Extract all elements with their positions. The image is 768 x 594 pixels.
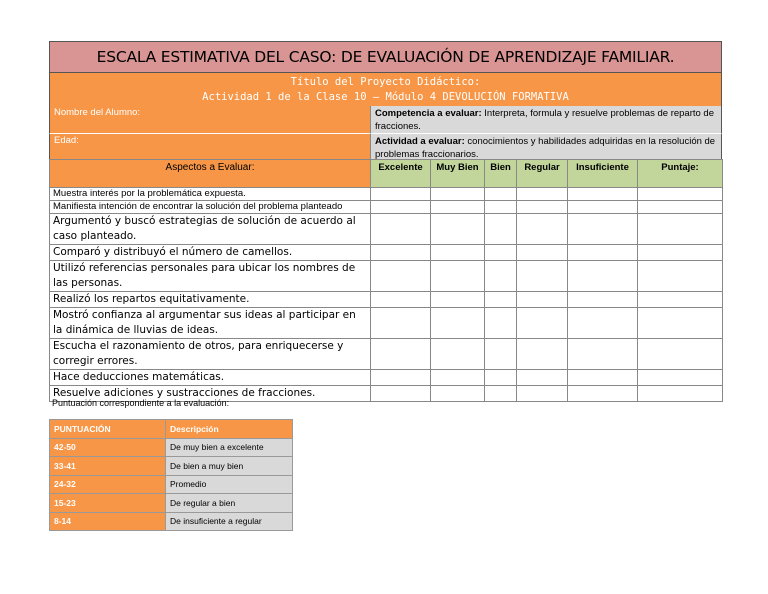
rating-cell[interactable] <box>485 339 517 370</box>
rating-cell[interactable] <box>431 261 485 292</box>
score-header-key: PUNTUACIÓN <box>50 420 166 439</box>
student-age-field <box>49 133 370 159</box>
table-row <box>50 201 723 214</box>
criterion-cell: Realizó los repartos equitativamente. <box>50 292 371 308</box>
table-row <box>50 188 723 201</box>
aspect-header: Aspectos a Evaluar: <box>50 160 371 188</box>
score-table <box>49 419 293 531</box>
rating-cell[interactable] <box>485 214 517 245</box>
rating-cell[interactable] <box>431 214 485 245</box>
rating-cell[interactable] <box>638 308 723 339</box>
rating-cell[interactable] <box>371 386 431 402</box>
header-muy-bien: Muy Bien <box>431 160 485 188</box>
score-header-value: Descripción <box>166 420 293 439</box>
score-range: 15-23 <box>50 494 166 513</box>
rating-cell[interactable] <box>431 245 485 261</box>
table-row <box>50 261 723 292</box>
criterion-cell: Manifiesta intención de encontrar la solución del problema planteado <box>50 201 371 214</box>
rating-cell[interactable] <box>517 292 568 308</box>
score-range: 42-50 <box>50 438 166 457</box>
rating-cell[interactable] <box>517 245 568 261</box>
rating-cell[interactable] <box>371 214 431 245</box>
rating-cell[interactable] <box>431 386 485 402</box>
competencia-cell <box>370 106 722 133</box>
criterion-cell: Utilizó referencias personales para ubicar los nombres de las personas. <box>50 261 371 292</box>
score-note: Puntuación correspondiente a la evaluación: <box>52 398 230 408</box>
student-name-label: Nombre del Alumno: <box>54 107 141 118</box>
rating-cell[interactable] <box>568 245 638 261</box>
rating-cell[interactable] <box>568 339 638 370</box>
rating-cell[interactable] <box>638 370 723 386</box>
page-title: ESCALA ESTIMATIVA DEL CASO: DE EVALUACIÓN DE APRENDIZAJE FAMILIAR. <box>49 41 722 73</box>
criterion-cell: Comparó y distribuyó el número de camellos. <box>50 245 371 261</box>
project-title-line: Título del Proyecto Didáctico: <box>290 76 481 88</box>
header-excelente: Excelente <box>371 160 431 188</box>
criterion-cell: Muestra interés por la problemática expuesta. <box>50 188 371 201</box>
rating-cell[interactable] <box>485 370 517 386</box>
rating-cell[interactable] <box>638 214 723 245</box>
rating-cell[interactable] <box>568 214 638 245</box>
table-row <box>50 214 723 245</box>
score-description: De muy bien a excelente <box>166 438 293 457</box>
rating-cell[interactable] <box>638 201 723 214</box>
criterion-cell: Hace deducciones matemáticas. <box>50 370 371 386</box>
rating-cell[interactable] <box>371 292 431 308</box>
rating-cell[interactable] <box>568 292 638 308</box>
rating-cell[interactable] <box>638 261 723 292</box>
table-header-row <box>50 160 723 188</box>
rating-cell[interactable] <box>485 386 517 402</box>
rating-cell[interactable] <box>431 292 485 308</box>
project-header <box>49 73 722 106</box>
score-range: 8-14 <box>50 512 166 531</box>
rating-cell[interactable] <box>371 188 431 201</box>
rating-cell[interactable] <box>485 261 517 292</box>
criterion-cell: Argumentó y buscó estrategias de solución de acuerdo al caso planteado. <box>50 214 371 245</box>
score-row <box>50 438 293 457</box>
rating-cell[interactable] <box>431 201 485 214</box>
rating-cell[interactable] <box>638 339 723 370</box>
actividad-label: Actividad a evaluar: <box>375 136 465 147</box>
score-description: Promedio <box>166 475 293 494</box>
rating-cell[interactable] <box>431 188 485 201</box>
actividad-text: conocimientos y habilidades adquiridas en la resolución de problemas fraccionarios. <box>375 136 716 160</box>
header-regular: Regular <box>517 160 568 188</box>
rating-cell[interactable] <box>568 370 638 386</box>
score-range: 33-41 <box>50 457 166 476</box>
student-name-field <box>49 106 370 133</box>
student-age-label: Edad: <box>54 135 79 146</box>
score-row <box>50 512 293 531</box>
rating-cell[interactable] <box>485 308 517 339</box>
rating-cell[interactable] <box>638 386 723 402</box>
score-row <box>50 475 293 494</box>
competencia-text: Interpreta, formula y resuelve problemas de reparto de fracciones. <box>375 108 714 132</box>
score-description: De bien a muy bien <box>166 457 293 476</box>
rating-cell[interactable] <box>638 292 723 308</box>
rating-cell[interactable] <box>517 370 568 386</box>
table-row <box>50 370 723 386</box>
header-puntaje: Puntaje: <box>638 160 723 188</box>
rating-cell[interactable] <box>431 308 485 339</box>
rating-cell[interactable] <box>517 188 568 201</box>
header-insuficiente: Insuficiente <box>568 160 638 188</box>
rating-cell[interactable] <box>485 292 517 308</box>
rating-cell[interactable] <box>638 245 723 261</box>
table-row <box>50 292 723 308</box>
table-row <box>50 308 723 339</box>
score-range: 24-32 <box>50 475 166 494</box>
competencia-label: Competencia a evaluar: <box>375 108 482 119</box>
evaluation-table <box>49 159 723 402</box>
rating-cell[interactable] <box>517 261 568 292</box>
rating-cell[interactable] <box>485 201 517 214</box>
rating-cell[interactable] <box>431 370 485 386</box>
project-activity-line: Actividad 1 de la Clase 10 – Módulo 4 DEVOLUCIÓN FORMATIVA <box>202 91 569 103</box>
score-row <box>50 457 293 476</box>
rating-cell[interactable] <box>485 188 517 201</box>
header-bien: Bien <box>485 160 517 188</box>
rating-cell[interactable] <box>517 339 568 370</box>
score-row <box>50 494 293 513</box>
rating-cell[interactable] <box>517 214 568 245</box>
criterion-cell: Resuelve adiciones y sustracciones de fracciones. <box>50 386 371 402</box>
rating-cell[interactable] <box>371 370 431 386</box>
rating-cell[interactable] <box>568 261 638 292</box>
rating-cell[interactable] <box>517 308 568 339</box>
rating-cell[interactable] <box>485 245 517 261</box>
rating-cell[interactable] <box>517 201 568 214</box>
table-row <box>50 339 723 370</box>
rating-cell[interactable] <box>371 261 431 292</box>
table-row <box>50 245 723 261</box>
criterion-cell: Escucha el razonamiento de otros, para enriquecerse y corregir errores. <box>50 339 371 370</box>
criterion-cell: Mostró confianza al argumentar sus ideas al participar en la dinámica de lluvias de ideas. <box>50 308 371 339</box>
rating-cell[interactable] <box>638 188 723 201</box>
rating-cell[interactable] <box>371 201 431 214</box>
score-description: De insuficiente a regular <box>166 512 293 531</box>
score-header-row <box>50 420 293 439</box>
actividad-cell <box>370 133 722 159</box>
rating-cell[interactable] <box>517 386 568 402</box>
rating-cell[interactable] <box>371 308 431 339</box>
rating-cell[interactable] <box>371 339 431 370</box>
rating-cell[interactable] <box>431 339 485 370</box>
rating-cell[interactable] <box>371 245 431 261</box>
rating-cell[interactable] <box>568 188 638 201</box>
rating-cell[interactable] <box>568 386 638 402</box>
rating-cell[interactable] <box>568 201 638 214</box>
score-description: De regular a bien <box>166 494 293 513</box>
rating-cell[interactable] <box>568 308 638 339</box>
